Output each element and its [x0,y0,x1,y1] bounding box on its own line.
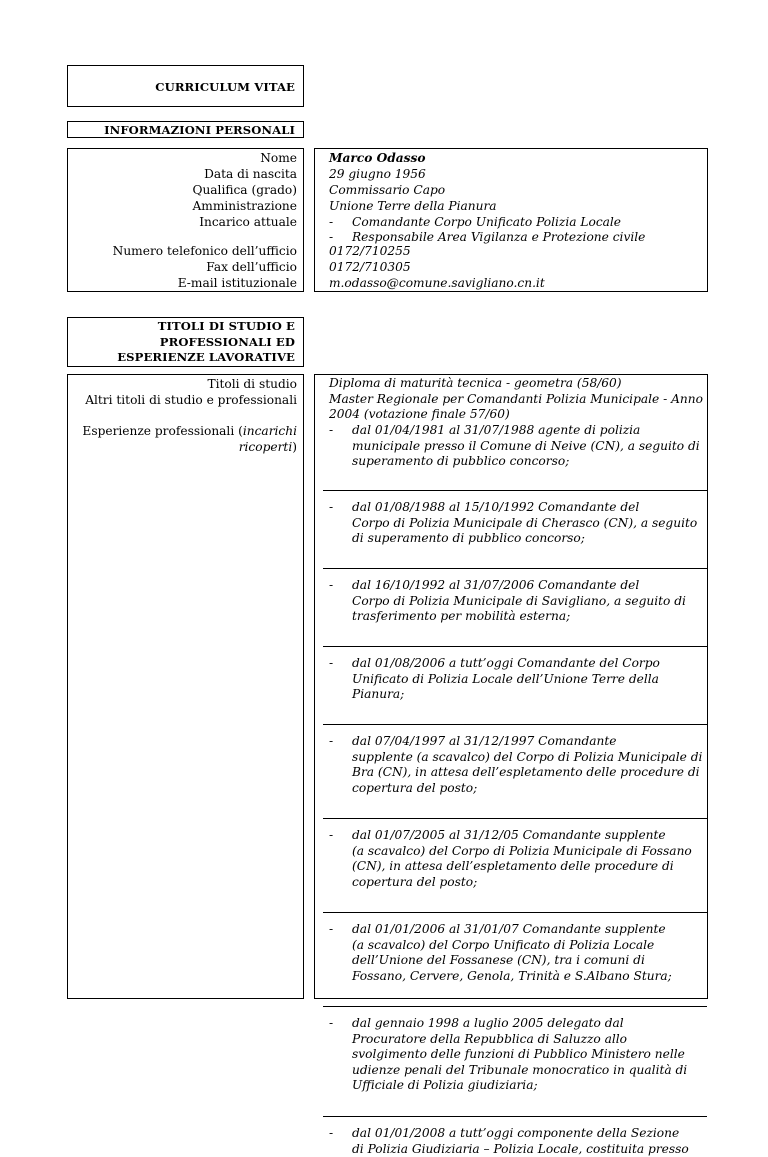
experience-text-line: dal 07/04/1997 al 31/12/1997 Comandante [352,734,617,748]
studies-title-box [67,317,304,367]
diploma: Diploma di maturità tecnica - geometra (58/60) [329,376,622,390]
experience-text-line: dal 01/07/2005 al 31/12/05 Comandante supplente [352,828,666,842]
role-2-text: Responsabile Area Vigilanza e Protezione civile [352,230,646,244]
label-experience-italic-2: ricoperti [238,440,293,454]
dash: - [329,828,334,842]
label-admin: Amministrazione [192,199,297,213]
dash: - [329,423,334,437]
experience-text [352,922,702,984]
experience-text [352,500,702,547]
value-rank: Commissario Capo [329,183,446,197]
studies-title-line-2: PROFESSIONALI ED [159,334,295,349]
row-divider [323,818,707,819]
experience-text-line: superamento di pubblico concorso; [352,454,570,469]
experience-text-line: Bra (CN), in attesa dell’espletamento delle procedure di [352,765,700,780]
studies-title-line-3: ESPERIENZE LAVORATIVE [117,350,295,364]
experience-text-line: dal 01/01/2006 al 31/01/07 Comandante supplente [352,922,666,936]
label-email: E-mail istituzionale [177,276,297,290]
experience-text-line: dal 01/04/1981 al 31/07/1988 agente di polizia [352,423,641,437]
value-name: Marco Odasso [329,151,426,165]
value-role-1 [329,214,699,230]
studies-labels [67,374,304,999]
value-birth: 29 giugno 1956 [329,167,426,181]
value-phone: 0172/710255 [329,244,411,258]
personal-info-labels [67,148,304,292]
dash: - [329,500,334,514]
label-experience-line-1 [82,423,297,439]
studies-values [314,374,708,1156]
experience-text-line: dal 01/01/2008 a tutt’oggi componente della Sezione [352,1126,680,1140]
dash: - [329,230,334,244]
master-line-2: 2004 (votazione finale 57/60) [329,407,510,421]
label-fax: Fax dell’ufficio [206,260,297,274]
dash: - [329,922,334,936]
experience-text-line: (a scavalco) del Corpo di Polizia Municipale di Fossano [352,843,692,858]
experience-text-line: dal 01/08/2006 a tutt’oggi Comandante del Corpo [352,656,660,670]
dash: - [329,656,334,670]
dash: - [329,215,334,229]
experience-text-line: Fossano, Cervere, Genola, Trinità e S.Albano Stura; [352,968,672,983]
label-birth: Data di nascita [204,167,297,181]
row-divider [323,724,707,725]
experience-text [352,656,702,703]
experience-text-line: dell’Unione del Fossanese (CN), tra i comuni di [352,953,645,968]
row-divider [323,912,707,913]
experience-text-line: Ufficiale di Polizia giudiziaria; [352,1078,538,1093]
label-other-studies: Altri titoli di studio e professionali [85,393,297,407]
dash: - [329,1126,334,1140]
label-rank: Qualifica (grado) [192,183,297,197]
label-experience-text: Esperienze professionali ( [82,424,243,438]
experience-text [352,1016,702,1094]
label-role: Incarico attuale [199,215,297,229]
experience-text [352,1126,702,1157]
experience-text-line: dal 16/10/1992 al 31/07/2006 Comandante del [352,578,640,592]
row-divider [323,1006,707,1007]
personal-info-values [314,148,708,292]
experience-text-line: dal 01/08/1988 al 15/10/1992 Comandante del [352,500,640,514]
cv-title: CURRICULUM VITAE [155,80,295,94]
label-experience-end: ) [292,440,297,454]
studies-title [117,319,295,366]
label-experience-italic: incarichi [242,424,297,438]
value-admin: Unione Terre della Pianura [329,199,497,213]
experience-text [352,828,702,890]
row-divider [323,1116,707,1117]
row-divider [323,568,707,569]
label-name: Nome [260,151,297,165]
label-studies: Titoli di studio [207,377,297,391]
cv-title-box [67,65,304,107]
personal-info-title: INFORMAZIONI PERSONALI [104,123,295,137]
experience-text [352,423,702,470]
studies-title-line-1: TITOLI DI STUDIO E [157,319,295,333]
experience-text-line: municipale presso il Comune di Neive (CN), a seguito di [352,438,700,453]
experience-text-line: udienze penali del Tribunale monocratico in qualità di [352,1062,688,1077]
experience-text-line: Unificato di Polizia Locale dell’Unione Terre della [352,671,659,686]
master-line-1: Master Regionale per Comandanti Polizia Municipale - Anno [329,392,703,406]
experience-text-line: (CN), in attesa dell’espletamento delle procedure di [352,859,674,874]
personal-info-title-box [67,121,304,138]
row-divider [323,490,707,491]
experience-text-line: di Polizia Giudiziaria – Polizia Locale, costituita presso [352,1141,689,1156]
dash: - [329,734,334,748]
value-email: m.odasso@comune.savigliano.cn.it [329,276,545,290]
experience-text-line: trasferimento per mobilità esterna; [352,609,571,624]
row-divider [323,646,707,647]
experience-text-line: Corpo di Polizia Municipale di Cherasco (CN), a seguito [352,515,698,530]
experience-text-line: Pianura; [352,687,405,702]
experience-text-line: svolgimento delle funzioni di Pubblico Ministero nelle [352,1047,685,1062]
experience-text-line: (a scavalco) del Corpo Unificato di Polizia Locale [352,937,655,952]
experience-text-line: copertura del posto; [352,780,478,795]
experience-text-line: Procuratore della Repubblica di Saluzzo allo [352,1031,628,1046]
value-fax: 0172/710305 [329,260,411,274]
experience-text-line: Corpo di Polizia Municipale di Savigliano, a seguito di [352,593,686,608]
role-1-text: Comandante Corpo Unificato Polizia Locale [352,215,622,229]
label-phone: Numero telefonico dell’ufficio [112,244,297,258]
experience-text-line: dal gennaio 1998 a luglio 2005 delegato dal [352,1016,624,1030]
experience-text [352,578,702,625]
experience-text-line: di superamento di pubblico concorso; [352,531,585,546]
label-experience-line-2 [239,439,297,455]
dash: - [329,578,334,592]
experience-text-line: supplente (a scavalco) del Corpo di Polizia Municipale di [352,749,703,764]
experience-text-line: copertura del posto; [352,874,478,889]
experience-text [352,734,702,796]
dash: - [329,1016,334,1030]
